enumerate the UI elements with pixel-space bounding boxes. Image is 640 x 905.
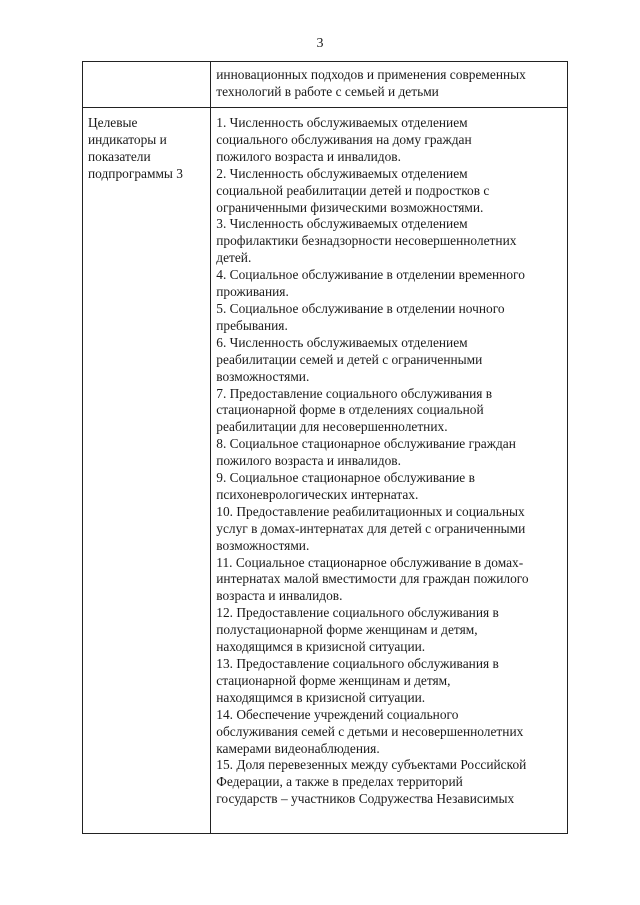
indicator-item — [216, 470, 563, 504]
indicator-line: 4. Социальное обслуживание в отделении временного — [216, 267, 525, 283]
indicator-line: возраста и инвалидов. — [216, 588, 343, 604]
indicator-line: социального обслуживания на дому граждан — [216, 131, 472, 147]
indicator-line: ограниченными физическими возможностями. — [216, 199, 484, 215]
indicator-line: 13. Предоставление социального обслуживания в — [216, 656, 499, 671]
indicator-line: стационарной форме в отделениях социальной — [216, 402, 484, 418]
table-row-continuation — [83, 62, 568, 108]
table-cell-empty — [83, 62, 211, 108]
indicator-line: Федерации, а также в пределах территорий — [216, 774, 463, 790]
indicator-line: 14. Обеспечение учреждений социального — [216, 706, 459, 722]
indicator-line: реабилитации семей и детей с ограниченными — [216, 351, 483, 367]
indicator-item — [216, 301, 563, 335]
indicator-line: социальной реабилитации детей и подростков с — [216, 182, 490, 198]
continuation-line: технологий в работе с семьей и детьми — [216, 83, 439, 99]
indicator-item — [216, 656, 563, 707]
indicator-line: 9. Социальное стационарное обслуживание в — [216, 470, 475, 486]
indicator-line: государств – участников Содружества Независимых — [216, 791, 515, 807]
indicator-list — [211, 108, 568, 834]
indicator-line: 7. Предоставление социального обслуживания в — [216, 385, 493, 401]
indicator-line: пребывания. — [216, 317, 288, 333]
indicator-line: 11. Социальное стационарное обслуживание в домах- — [216, 554, 524, 570]
section-label-line: подпрограммы 3 — [88, 165, 183, 181]
indicator-line: камерами видеонаблюдения. — [216, 740, 380, 756]
indicator-line: психоневрологических интернатах. — [216, 486, 419, 502]
indicator-line: 6. Численность обслуживаемых отделением — [216, 334, 468, 350]
indicator-line: пожилого возраста и инвалидов. — [216, 148, 401, 164]
section-label-line: показатели — [88, 148, 151, 164]
indicator-line: обслуживания семей с детьми и несовершеннолетних — [216, 723, 524, 739]
indicator-line: 8. Социальное стационарное обслуживание граждан — [216, 436, 516, 452]
indicator-line: 3. Численность обслуживаемых отделением — [216, 216, 468, 232]
indicator-line: стационарной форме женщинам и детям, — [216, 672, 451, 688]
indicator-item — [216, 707, 563, 758]
section-label — [83, 108, 211, 834]
indicator-item — [216, 216, 563, 267]
continuation-line: инновационных подходов и применения современных — [216, 67, 526, 82]
indicator-line: возможностями. — [216, 368, 310, 384]
indicator-item — [216, 115, 563, 166]
section-label-line: индикаторы и — [88, 131, 167, 147]
indicator-item — [216, 605, 563, 656]
indicator-line: 12. Предоставление социального обслуживания в — [216, 605, 499, 621]
indicator-line: полустационарной форме женщинам и детям, — [216, 622, 478, 638]
indicator-line: находящимся в кризисной ситуации. — [216, 639, 426, 655]
indicator-line: находящимся в кризисной ситуации. — [216, 689, 426, 705]
subprogram-table — [82, 61, 568, 834]
indicator-item — [216, 166, 563, 217]
page-number: 3 — [316, 36, 324, 51]
indicator-line: возможностями. — [216, 537, 310, 553]
indicator-item — [216, 757, 563, 808]
indicator-item — [216, 555, 563, 606]
indicator-line: 15. Доля перевезенных между субъектами Российской — [216, 757, 527, 773]
indicator-item — [216, 335, 563, 386]
indicator-line: 2. Численность обслуживаемых отделением — [216, 165, 468, 181]
indicator-line: 10. Предоставление реабилитационных и социальных — [216, 503, 525, 519]
indicator-line: проживания. — [216, 284, 289, 300]
indicator-line: услуг в домах-интернатах для детей с ограниченными — [216, 520, 526, 536]
table-row-indicators — [83, 108, 568, 834]
continuation-text — [211, 62, 568, 108]
indicator-item — [216, 504, 563, 555]
indicator-item — [216, 267, 563, 301]
indicator-item — [216, 386, 563, 437]
section-label-line: Целевые — [88, 115, 138, 130]
indicator-line: реабилитации для несовершеннолетних. — [216, 419, 448, 435]
indicator-line: 5. Социальное обслуживание в отделении ночного — [216, 300, 505, 316]
indicator-item — [216, 436, 563, 470]
indicator-line: 1. Численность обслуживаемых отделением — [216, 115, 468, 130]
indicator-line: детей. — [216, 250, 252, 266]
indicator-line: интернатах малой вместимости для граждан пожилого — [216, 571, 529, 587]
indicator-line: профилактики безнадзорности несовершеннолетних — [216, 233, 517, 249]
indicator-line: пожилого возраста и инвалидов. — [216, 453, 401, 469]
